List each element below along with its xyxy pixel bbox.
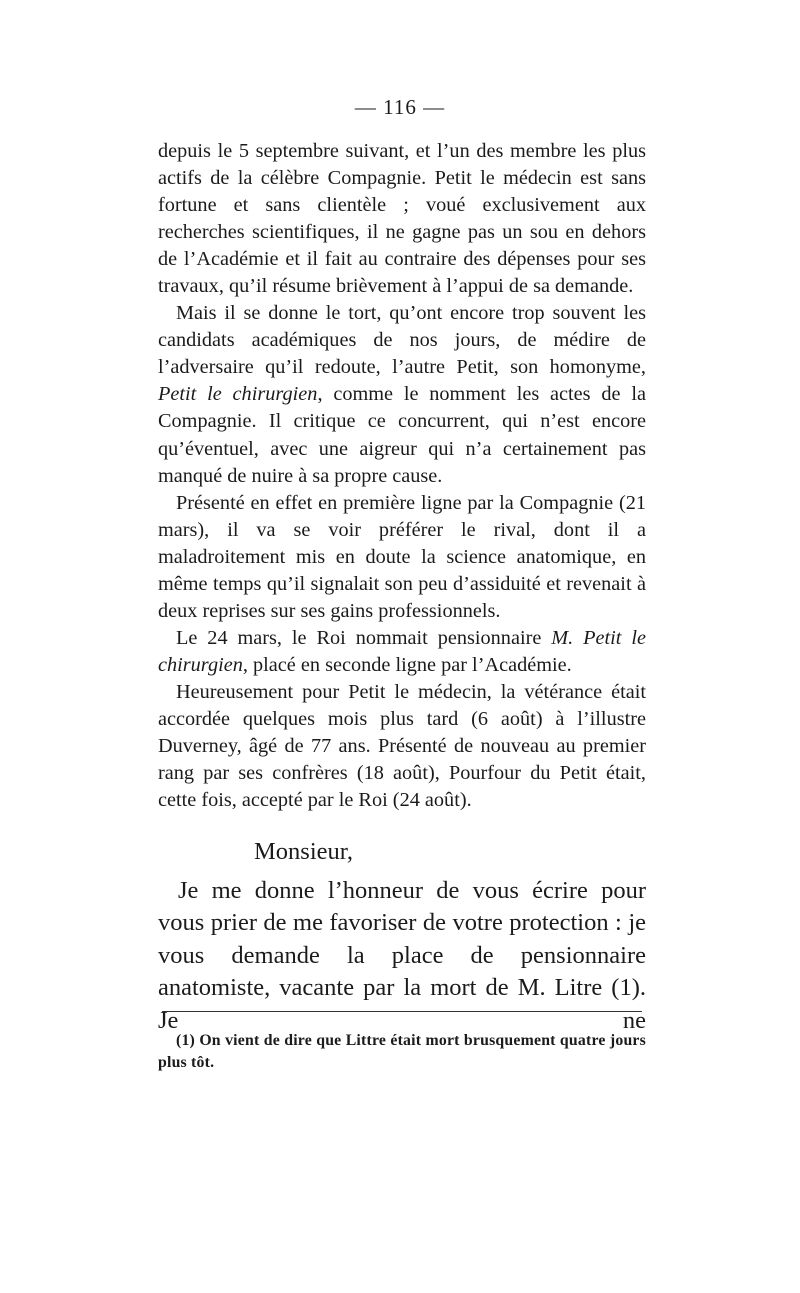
paragraph-3-text: Présenté en effet en première ligne par la Compagnie (21 mars), il va se voir préférer le rival, dont il a maladroitement mis en doute la science anatomique, en même temps qu’il signalait son peu d’assiduité et revenait à deux reprises sur ses gains professionnels. (158, 491, 646, 622)
letter-body: Je me donne l’honneur de vous écrire pour vous prier de me favoriser de votre protection : je vous demande la place de pensionnaire anatomiste, vacante par la mort de M. Litre (1). Je ne (158, 876, 646, 1034)
letter-salutation: Monsieur, (254, 838, 354, 865)
paragraph-5 (158, 679, 646, 814)
paragraph-4-italic: M. Petit le chirurgien (158, 626, 646, 676)
paragraph-1 (158, 138, 646, 300)
paragraph-1-text: depuis le 5 septembre suivant, et l’un des membre les plus actifs de la célèbre Compagnie. Petit le médecin est sans fortune et sans clientèle ; voué exclusivement aux recherches scientifiques, il ne gagne pas un sou en dehors de l’Académie et il fait au contraire des dépenses pour ses travaux, qu’il résume brièvement à l’appui de sa demande. (158, 140, 646, 298)
paragraph-3 (158, 490, 646, 625)
footnote: (1) On vient de dire que Littre était mort brusquement quatre jours plus tôt. (158, 1032, 646, 1071)
paragraph-5-text: Heureusement pour Petit le médecin, la vétérance était accordée quelques mois plus tard (6 août) à l’illustre Duverney, âgé de 77 ans. Présenté de nouveau au premier rang par ses confrères (18 août), Pourfour du Petit était, cette fois, accepté par le Roi (24 août). (158, 680, 646, 812)
footnote-divider (162, 1011, 642, 1012)
paragraph-2-text-a: Mais il se donne le tort, qu’ont encore trop souvent les candidats académiques de nos jours, de médire de l’adversaire qu’il redoute, l’autre Petit, son homonyme, (158, 302, 646, 379)
paragraph-2-italic: Petit le chirurgien (158, 383, 318, 406)
paragraph-4-text-a: Le 24 mars, le Roi nommait pensionnaire (176, 626, 552, 649)
paragraph-2 (158, 300, 646, 489)
paragraph-2-text-b: , comme le nomment les actes de la Compagnie. Il critique ce concurrent, qui n’est encore qu’éventuel, avec une aigreur qui n’a certainement pas manqué de nuire à sa propre cause. (158, 383, 646, 487)
page-number: — 116 — (354, 95, 446, 119)
body-text (158, 138, 646, 814)
paragraph-4 (158, 625, 646, 679)
quoted-letter (158, 836, 646, 1037)
paragraph-4-text-b: , placé en seconde ligne par l’Académie. (242, 653, 572, 676)
